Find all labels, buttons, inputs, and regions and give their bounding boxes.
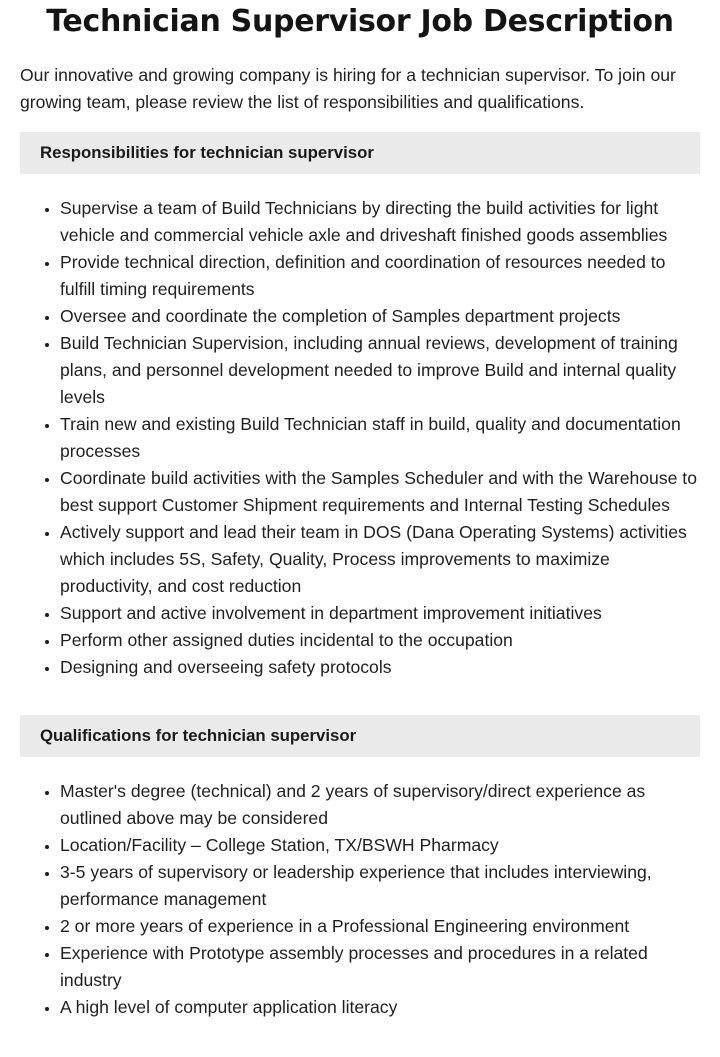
list-item: • Actively support and lead their team in DOS (Dana Operating Systems) activities which includes 5S, Safety, Quality, Process improvements to maximize productivity, and cost reduction	[60, 519, 700, 600]
list-item: • Support and active involvement in department improvement initiatives	[60, 600, 700, 627]
list-item: • Location/Facility – College Station, TX/BSWH Pharmacy	[60, 832, 700, 859]
list-item: • 2 or more years of experience in a Professional Engineering environment	[60, 913, 700, 940]
intro-paragraph: Our innovative and growing company is hiring for a technician supervisor. To join our growing team, please review the list of responsibilities and qualifications.	[20, 65, 676, 112]
list-item: • Coordinate build activities with the Samples Scheduler and with the Warehouse to best support Customer Shipment requirements and Internal Testing Schedules	[60, 465, 700, 519]
responsibilities-list	[20, 195, 700, 681]
list-item: • Perform other assigned duties incidental to the occupation	[60, 627, 700, 654]
page-title: Technician Supervisor Job Description	[46, 4, 674, 39]
qualifications-heading: Qualifications for technician supervisor	[20, 715, 700, 757]
qualifications-list	[20, 778, 700, 1021]
list-item: • Train new and existing Build Technician staff in build, quality and documentation processes	[60, 411, 700, 465]
list-item: • Provide technical direction, definition and coordination of resources needed to fulfill timing requirements	[60, 249, 700, 303]
section-spacer	[20, 681, 700, 699]
list-item: • A high level of computer application literacy	[60, 994, 700, 1021]
list-item: • Build Technician Supervision, including annual reviews, development of training plans, and personnel development needed to improve Build and internal quality levels	[60, 330, 700, 411]
responsibilities-heading: Responsibilities for technician supervisor	[20, 132, 700, 174]
list-item: • 3-5 years of supervisory or leadership experience that includes interviewing, performance management	[60, 859, 700, 913]
list-item: • Experience with Prototype assembly processes and procedures in a related industry	[60, 940, 700, 994]
list-item: • Designing and overseeing safety protocols	[60, 654, 700, 681]
list-item: • Supervise a team of Build Technicians by directing the build activities for light vehicle and commercial vehicle axle and driveshaft finished goods assemblies	[60, 195, 700, 249]
list-item: • Master's degree (technical) and 2 years of supervisory/direct experience as outlined above may be considered	[60, 778, 700, 832]
list-item: • Oversee and coordinate the completion of Samples department projects	[60, 303, 700, 330]
